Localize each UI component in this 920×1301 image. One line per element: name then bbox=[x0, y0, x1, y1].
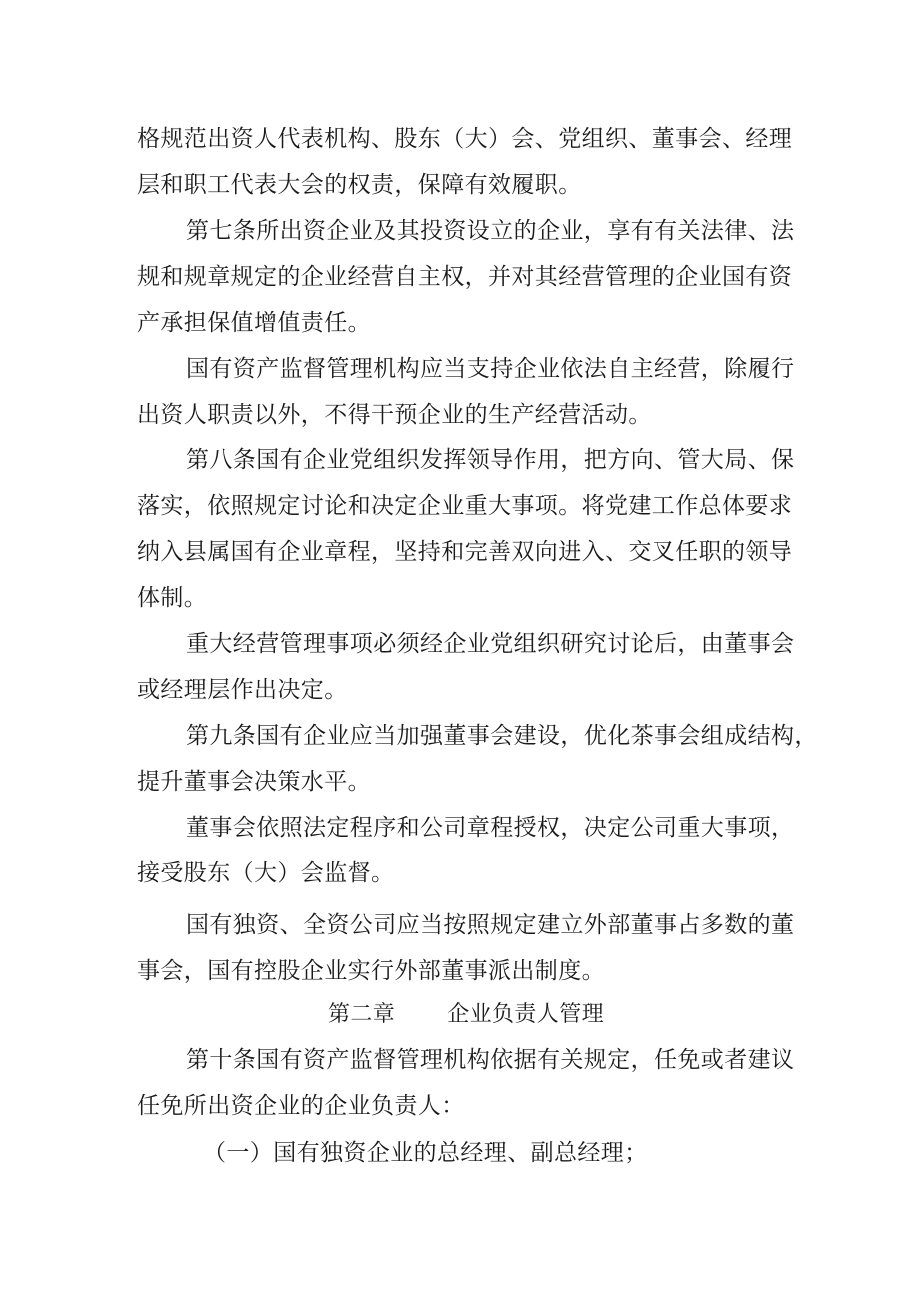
chapter-heading bbox=[328, 1000, 604, 1030]
text-line: 层和职工代表大会的权责，保障有效履职。 bbox=[137, 172, 582, 198]
text-line: 规和规章规定的企业经营自主权，并对其经营管理的企业国有资 bbox=[137, 264, 793, 290]
text-line: 产承担保值增值责任。 bbox=[137, 310, 371, 336]
text-line: 第九条国有企业应当加强董事会建设，优化茶事会组成结构， bbox=[186, 723, 818, 749]
text-line: 体制。 bbox=[137, 585, 208, 611]
text-line: 国有独资、全资公司应当按照规定建立外部董事占多数的董 bbox=[186, 912, 795, 938]
text-line: 接受股东（大）会监督。 bbox=[137, 860, 395, 886]
chapter-number: 第二章 bbox=[328, 1002, 396, 1027]
text-line: 第七条所出资企业及其投资设立的企业，享有有关法律、法 bbox=[186, 218, 795, 244]
text-line: 第十条国有资产监督管理机构依据有关规定，任免或者建议 bbox=[186, 1047, 795, 1073]
text-line: 纳入县属国有企业章程，坚持和完善双向进入、交叉任职的领导 bbox=[137, 539, 793, 565]
text-line: 格规范出资人代表机构、股东（大）会、党组织、董事会、经理 bbox=[137, 126, 793, 152]
chapter-title: 企业负责人管理 bbox=[447, 1002, 605, 1027]
text-line: 事会，国有控股企业实行外部董事派出制度。 bbox=[137, 958, 605, 984]
text-line: 或经理层作出决定。 bbox=[137, 677, 348, 703]
text-line: 任免所出资企业的企业负责人： bbox=[137, 1093, 465, 1119]
text-line: 国有资产监督管理机构应当支持企业依法自主经营，除履行 bbox=[186, 356, 795, 382]
text-line: 重大经营管理事项必须经企业党组织研究讨论后，由董事会 bbox=[186, 631, 795, 657]
text-line: 董事会依照法定程序和公司章程授权，决定公司重大事项， bbox=[186, 815, 795, 841]
text-line: 第八条国有企业党组织发挥领导作用，把方向、管大局、保 bbox=[186, 447, 795, 473]
text-line: （一）国有独资企业的总经理、副总经理； bbox=[203, 1140, 648, 1166]
text-line: 提升董事会决策水平。 bbox=[137, 769, 371, 795]
text-line: 出资人职责以外，不得干预企业的生产经营活动。 bbox=[137, 402, 652, 428]
text-line: 落实，依照规定讨论和决定企业重大事项。将党建工作总体要求 bbox=[137, 493, 793, 519]
